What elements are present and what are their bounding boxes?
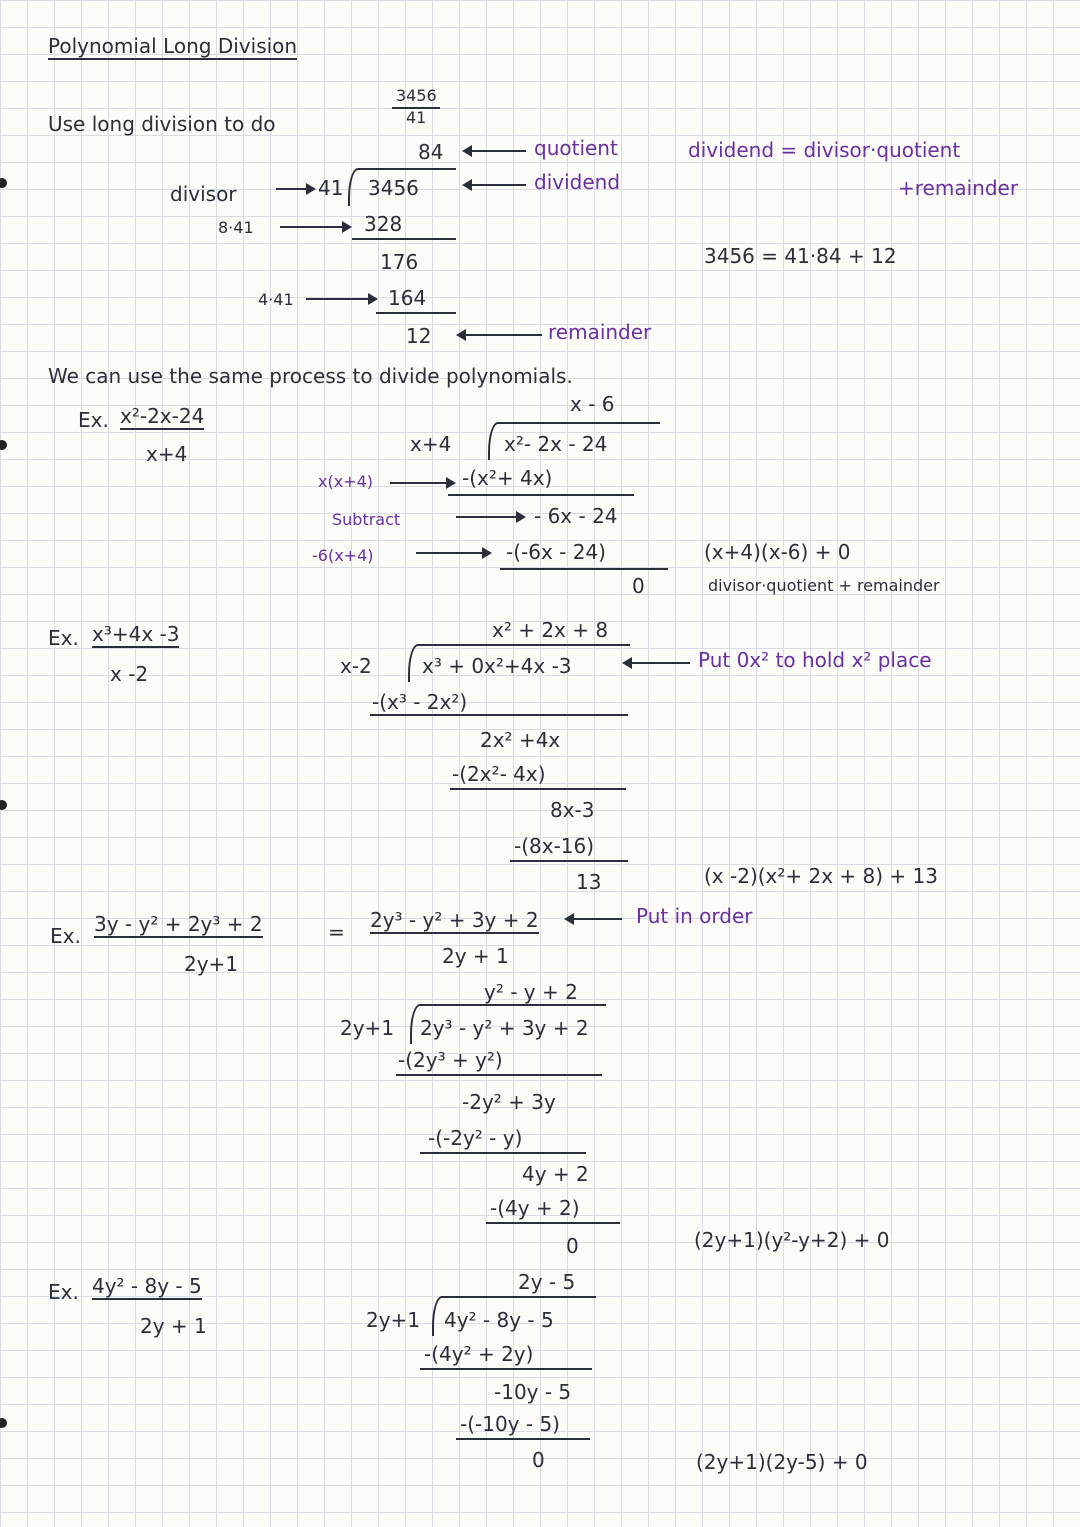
subtraction-line bbox=[376, 312, 456, 314]
intro-quotient: 84 bbox=[418, 140, 444, 164]
subtraction-line bbox=[352, 238, 456, 240]
ex4-numerator: 4y² - 8y - 5 bbox=[92, 1274, 202, 1298]
ex1-result: (x+4)(x-6) + 0 bbox=[704, 540, 851, 564]
ex2-sub-2: -(2x²- 4x) bbox=[452, 762, 546, 786]
ex3-sub-2: -(-2y² - y) bbox=[428, 1126, 523, 1150]
binder-hole bbox=[0, 178, 7, 188]
ex1-quotient: x - 6 bbox=[570, 392, 615, 416]
partial-1: 176 bbox=[380, 250, 419, 274]
product-1: 328 bbox=[364, 212, 403, 236]
arrow bbox=[464, 150, 526, 152]
arrow bbox=[416, 552, 490, 554]
ex2-quotient: x² + 2x + 8 bbox=[492, 618, 609, 642]
ex3-result: (2y+1)(y²-y+2) + 0 bbox=[694, 1228, 890, 1252]
ex2-remainder: 13 bbox=[576, 870, 602, 894]
ex1-numerator: x²-2x-24 bbox=[120, 404, 205, 428]
ex1-sub-2: -(-6x - 24) bbox=[506, 540, 606, 564]
ex1-note-2: Subtract bbox=[332, 510, 401, 529]
ex1-remainder: 0 bbox=[632, 574, 645, 598]
divisor-word: divisor bbox=[170, 182, 237, 206]
subtraction-line bbox=[448, 494, 634, 496]
ex2-rem-1: 2x² +4x bbox=[480, 728, 561, 752]
intro-remainder: 12 bbox=[406, 324, 432, 348]
subtraction-line bbox=[450, 788, 626, 790]
intro-divisor: 41 bbox=[318, 176, 344, 200]
dividend-label: dividend bbox=[534, 170, 621, 194]
ex2-rem-2: 8x-3 bbox=[550, 798, 595, 822]
subtraction-line bbox=[370, 714, 628, 716]
ex1-note-1: x(x+4) bbox=[318, 472, 374, 491]
ex2-denominator: x -2 bbox=[110, 662, 149, 686]
subtraction-line bbox=[500, 568, 668, 570]
ex2-divisor: x-2 bbox=[340, 654, 372, 678]
ex3-ordered-denominator: 2y + 1 bbox=[442, 944, 509, 968]
remainder-label: remainder bbox=[548, 320, 652, 344]
ex1-label: Ex. bbox=[78, 408, 109, 432]
arrow bbox=[624, 662, 690, 664]
intro-dividend: 3456 bbox=[368, 176, 419, 200]
ex1-sub-1: -(x²+ 4x) bbox=[462, 466, 553, 490]
ex3-label: Ex. bbox=[50, 924, 81, 948]
ex1-rem-1: - 6x - 24 bbox=[534, 504, 618, 528]
check-equation: 3456 = 41·84 + 12 bbox=[704, 244, 897, 268]
arrow bbox=[464, 184, 526, 186]
subtraction-line bbox=[456, 1438, 590, 1440]
ex3-note: Put in order bbox=[636, 904, 753, 928]
intro-text: Use long division to do bbox=[48, 112, 276, 136]
arrow bbox=[280, 226, 350, 228]
ex3-sub-3: -(4y + 2) bbox=[490, 1196, 580, 1220]
ex3-ordered-numerator: 2y³ - y² + 3y + 2 bbox=[370, 908, 539, 932]
ex4-label: Ex. bbox=[48, 1280, 79, 1304]
arrow bbox=[566, 918, 622, 920]
ex1-dividend: x²- 2x - 24 bbox=[504, 432, 608, 456]
binder-hole bbox=[0, 440, 7, 450]
arrow bbox=[390, 482, 454, 484]
binder-hole bbox=[0, 1418, 7, 1428]
ex3-rem-2: 4y + 2 bbox=[522, 1162, 589, 1186]
ex4-sub-1: -(4y² + 2y) bbox=[424, 1342, 534, 1366]
ex2-numerator: x³+4x -3 bbox=[92, 622, 180, 646]
ex3-dividend: 2y³ - y² + 3y + 2 bbox=[420, 1016, 589, 1040]
arrow bbox=[456, 516, 524, 518]
ex4-remainder: 0 bbox=[532, 1448, 545, 1472]
ex3-rem-1: -2y² + 3y bbox=[462, 1090, 556, 1114]
ex3-quotient: y² - y + 2 bbox=[484, 980, 578, 1004]
arrow bbox=[306, 298, 376, 300]
ex1-result-note: divisor·quotient + remainder bbox=[708, 576, 940, 595]
ex4-divisor: 2y+1 bbox=[366, 1308, 421, 1332]
ex3-denominator: 2y+1 bbox=[184, 952, 239, 976]
ex2-sub-3: -(8x-16) bbox=[514, 834, 595, 858]
ex4-sub-2: -(-10y - 5) bbox=[460, 1412, 560, 1436]
ex3-divisor: 2y+1 bbox=[340, 1016, 395, 1040]
rule-line-2: +remainder bbox=[898, 176, 1019, 200]
subtraction-line bbox=[396, 1074, 602, 1076]
ex4-result: (2y+1)(2y-5) + 0 bbox=[696, 1450, 868, 1474]
fraction-top: 3456 bbox=[396, 86, 437, 105]
ex2-result: (x -2)(x²+ 2x + 8) + 13 bbox=[704, 864, 938, 888]
ex4-quotient: 2y - 5 bbox=[518, 1270, 576, 1294]
fraction-bottom: 41 bbox=[406, 108, 427, 127]
page-title: Polynomial Long Division bbox=[48, 34, 298, 58]
subtraction-line bbox=[510, 860, 628, 862]
ex3-sub-1: -(2y³ + y²) bbox=[398, 1048, 503, 1072]
ex2-dividend: x³ + 0x²+4x -3 bbox=[422, 654, 572, 678]
binder-hole bbox=[0, 800, 7, 810]
ex3-numerator: 3y - y² + 2y³ + 2 bbox=[94, 912, 263, 936]
subtraction-line bbox=[420, 1368, 592, 1370]
ex1-denominator: x+4 bbox=[146, 442, 188, 466]
transition-text: We can use the same process to divide polynomials. bbox=[48, 364, 573, 388]
ex4-rem-1: -10y - 5 bbox=[494, 1380, 572, 1404]
quotient-label: quotient bbox=[534, 136, 618, 160]
product-2-label: 4·41 bbox=[258, 290, 294, 309]
ex3-remainder: 0 bbox=[566, 1234, 579, 1258]
product-2: 164 bbox=[388, 286, 427, 310]
subtraction-line bbox=[420, 1152, 586, 1154]
ex2-note: Put 0x² to hold x² place bbox=[698, 648, 932, 672]
ex1-divisor: x+4 bbox=[410, 432, 452, 456]
subtraction-line bbox=[486, 1222, 620, 1224]
rule-line-1: dividend = divisor·quotient bbox=[688, 138, 961, 162]
ex4-denominator: 2y + 1 bbox=[140, 1314, 207, 1338]
product-1-label: 8·41 bbox=[218, 218, 254, 237]
ex2-sub-1: -(x³ - 2x²) bbox=[372, 690, 468, 714]
ex1-note-3: -6(x+4) bbox=[312, 546, 374, 565]
ex3-equals: = bbox=[328, 920, 345, 944]
arrow bbox=[276, 188, 314, 190]
ex2-label: Ex. bbox=[48, 626, 79, 650]
arrow bbox=[458, 334, 542, 336]
ex4-dividend: 4y² - 8y - 5 bbox=[444, 1308, 554, 1332]
